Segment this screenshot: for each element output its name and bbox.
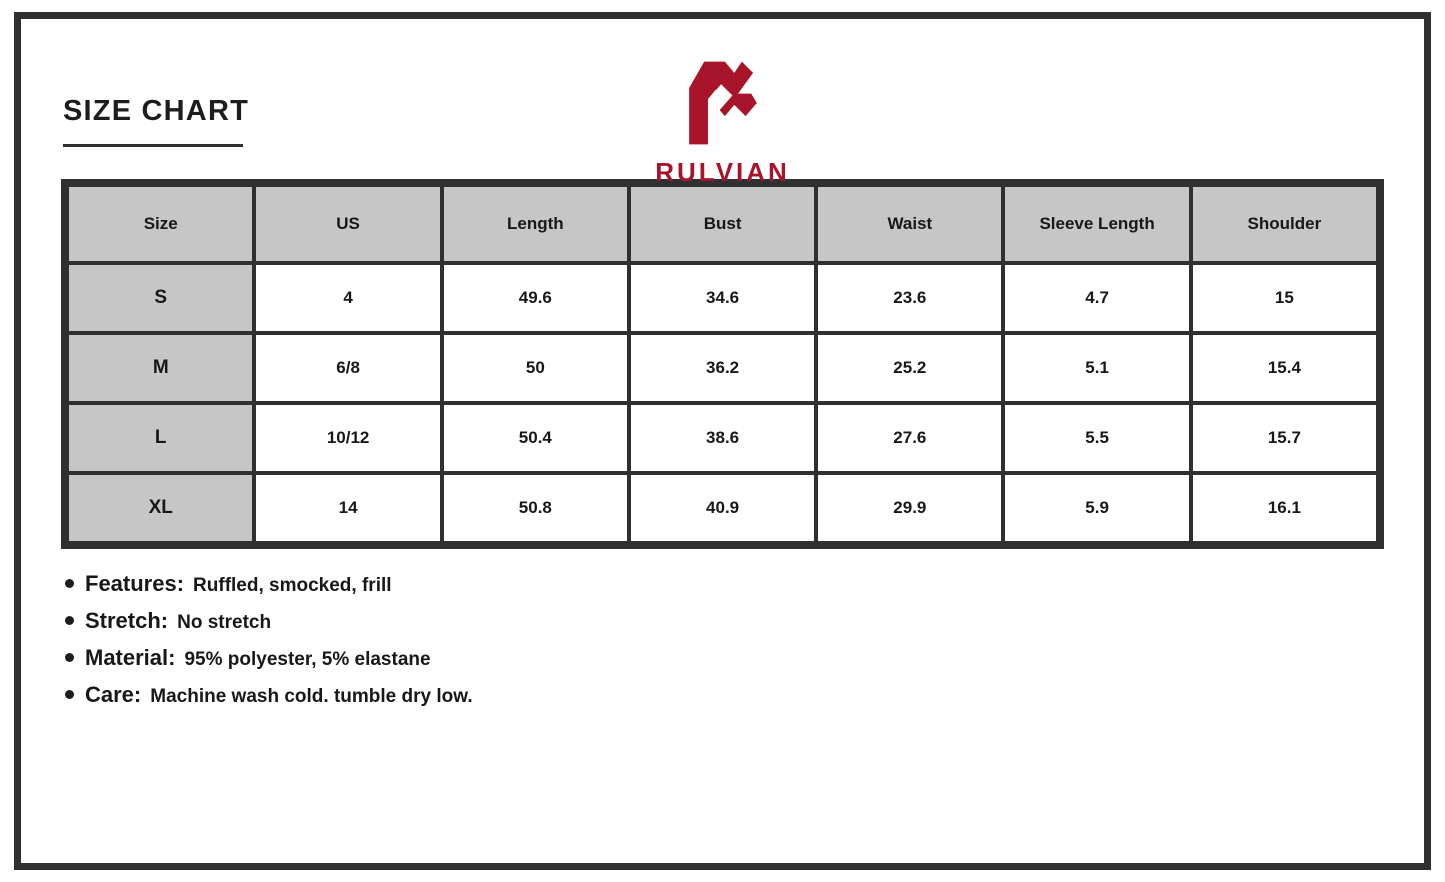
- cell-shoulder: 15.4: [1193, 335, 1376, 401]
- cell-size: S: [69, 265, 252, 331]
- cell-waist: 25.2: [818, 335, 1001, 401]
- brand-name: RULVIAN: [655, 157, 790, 187]
- detail-label: Care:: [85, 682, 142, 707]
- cell-size: XL: [69, 475, 252, 541]
- detail-value: Ruffled, smocked, frill: [193, 575, 392, 596]
- column-header-shoulder: Shoulder: [1193, 187, 1376, 261]
- brand-block: [47, 55, 1398, 188]
- cell-length: 50.8: [444, 475, 627, 541]
- size-table-wrap: [47, 179, 1398, 549]
- column-header-us: US: [256, 187, 439, 261]
- product-details-list: [47, 571, 1398, 708]
- page-title: SIZE CHART: [63, 95, 249, 127]
- cell-bust: 34.6: [631, 265, 814, 331]
- bullet-icon: [65, 579, 74, 588]
- column-header-length: Length: [444, 187, 627, 261]
- cell-length: 50.4: [444, 405, 627, 471]
- rulvian-r-monogram-icon: [676, 55, 770, 151]
- column-header-waist: Waist: [818, 187, 1001, 261]
- cell-length: 49.6: [444, 265, 627, 331]
- cell-bust: 36.2: [631, 335, 814, 401]
- bullet-icon: [65, 653, 74, 662]
- detail-value: No stretch: [177, 612, 272, 633]
- cell-bust: 38.6: [631, 405, 814, 471]
- column-header-bust: Bust: [631, 187, 814, 261]
- cell-shoulder: 15: [1193, 265, 1376, 331]
- bullet-icon: [65, 616, 74, 625]
- table-row: [69, 405, 1376, 471]
- detail-value: 95% polyester, 5% elastane: [184, 649, 431, 670]
- cell-length: 50: [444, 335, 627, 401]
- column-header-size: Size: [69, 187, 252, 261]
- list-item: [65, 571, 1380, 597]
- cell-shoulder: 15.7: [1193, 405, 1376, 471]
- list-item: [65, 608, 1380, 634]
- cell-sleeve-length: 5.5: [1005, 405, 1188, 471]
- list-item: [65, 682, 1380, 708]
- cell-waist: 27.6: [818, 405, 1001, 471]
- cell-sleeve-length: 5.1: [1005, 335, 1188, 401]
- detail-label: Features:: [85, 571, 185, 596]
- cell-us: 10/12: [256, 405, 439, 471]
- cell-size: L: [69, 405, 252, 471]
- cell-sleeve-length: 5.9: [1005, 475, 1188, 541]
- page-border: [14, 12, 1431, 870]
- cell-us: 4: [256, 265, 439, 331]
- cell-sleeve-length: 4.7: [1005, 265, 1188, 331]
- detail-value: Machine wash cold. tumble dry low.: [150, 686, 473, 707]
- cell-waist: 29.9: [818, 475, 1001, 541]
- header: [47, 33, 1398, 187]
- bullet-icon: [65, 690, 74, 699]
- table-row: [69, 265, 1376, 331]
- cell-waist: 23.6: [818, 265, 1001, 331]
- list-item: [65, 645, 1380, 671]
- detail-label: Material:: [85, 645, 176, 670]
- table-header-row: [69, 187, 1376, 261]
- cell-size: M: [69, 335, 252, 401]
- table-row: [69, 475, 1376, 541]
- detail-label: Stretch:: [85, 608, 169, 633]
- column-header-sleeve-length: Sleeve Length: [1005, 187, 1188, 261]
- cell-bust: 40.9: [631, 475, 814, 541]
- size-chart-table: [61, 179, 1384, 549]
- cell-us: 14: [256, 475, 439, 541]
- cell-shoulder: 16.1: [1193, 475, 1376, 541]
- cell-us: 6/8: [256, 335, 439, 401]
- table-row: [69, 335, 1376, 401]
